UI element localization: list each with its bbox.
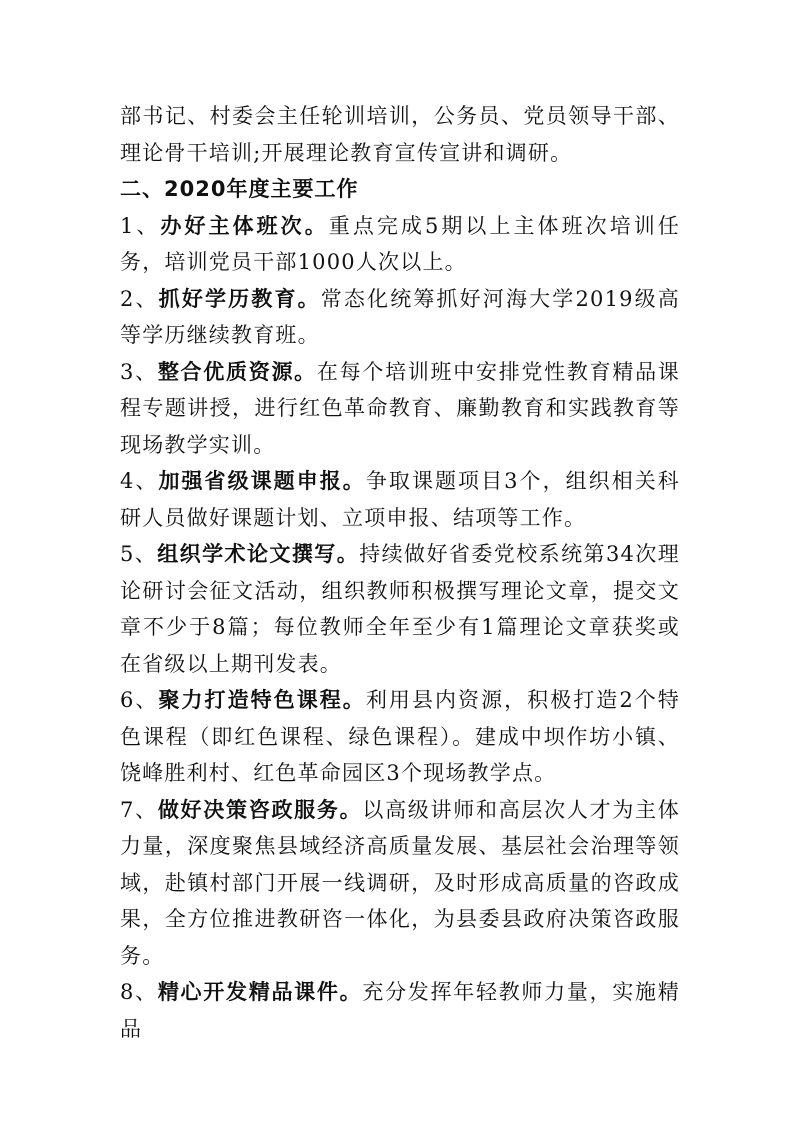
item-title: 组织学术论文撰写。 <box>157 542 360 566</box>
item-title: 加强省级课题申报。 <box>158 469 366 493</box>
item-title: 办好主体班次。 <box>160 213 329 238</box>
intro-paragraph: 部书记、村委会主任轮训培训，公务员、党员领导干部、理论骨干培训;开展理论教育宣传宣讲和调研。 <box>120 104 680 165</box>
item-body: 重点完成5期以上主体班次培训任务，培训党员干部1000人次以上。 <box>120 213 680 274</box>
work-item-3 <box>120 354 680 464</box>
item-body: 争取课题项目3个，组织相关科研人员做好课题计划、立项申报、结项等工作。 <box>120 469 680 530</box>
item-number: 5、 <box>120 542 158 566</box>
item-number: 6、 <box>120 688 159 712</box>
document-body <box>120 98 680 1047</box>
work-item-7 <box>120 792 680 975</box>
item-body: 常态化统筹抓好河海大学2019级高等学历继续教育班。 <box>120 286 680 347</box>
item-body: 在每个培训班中安排党性教育精品课程专题讲授，进行红色革命教育、廉勤教育和实践教育等现场教学实训。 <box>120 359 681 457</box>
item-number: 8、 <box>120 980 158 1004</box>
item-body: 以高级讲师和高层次人才为主体力量，深度聚焦县域经济高质量发展、基层社会治理等领域，赴镇村部门开展一线调研，及时形成高质量的咨政成果，全方位推进教研咨一体化，为县委县政府决策咨政服务。 <box>120 797 680 968</box>
work-item-4 <box>120 463 680 536</box>
item-number: 4、 <box>120 469 159 493</box>
item-title: 聚力打造特色课程。 <box>158 688 366 712</box>
item-title: 精心开发精品课件。 <box>157 980 363 1004</box>
section-heading: 二、2020年度主要工作 <box>120 177 359 201</box>
item-number: 3、 <box>120 359 158 384</box>
item-title: 做好决策咨政服务。 <box>157 797 363 822</box>
item-title: 整合优质资源。 <box>157 359 317 384</box>
item-body: 持续做好省委党校系统第34次理论研讨会征文活动，组织教师积极撰写理论文章，提交文章不少于8篇；每位教师全年至少有1篇理论文章获奖或在省级以上期刊发表。 <box>120 542 680 676</box>
work-item-6 <box>120 682 680 792</box>
work-item-1 <box>120 208 680 281</box>
item-number: 7、 <box>120 797 158 822</box>
item-number: 2、 <box>120 286 159 311</box>
item-body: 充分发挥年轻教师力量，实施精品 <box>120 980 680 1041</box>
item-body: 利用县内资源，积极打造2个特色课程（即红色课程、绿色课程）。建成中坝作坊小镇、饶峰胜利村、红色革命园区3个现场教学点。 <box>120 688 680 785</box>
work-item-8 <box>120 974 680 1047</box>
item-number: 1、 <box>120 213 161 238</box>
work-item-5 <box>120 536 680 682</box>
work-item-2 <box>120 281 680 354</box>
item-title: 抓好学历教育。 <box>158 286 321 311</box>
